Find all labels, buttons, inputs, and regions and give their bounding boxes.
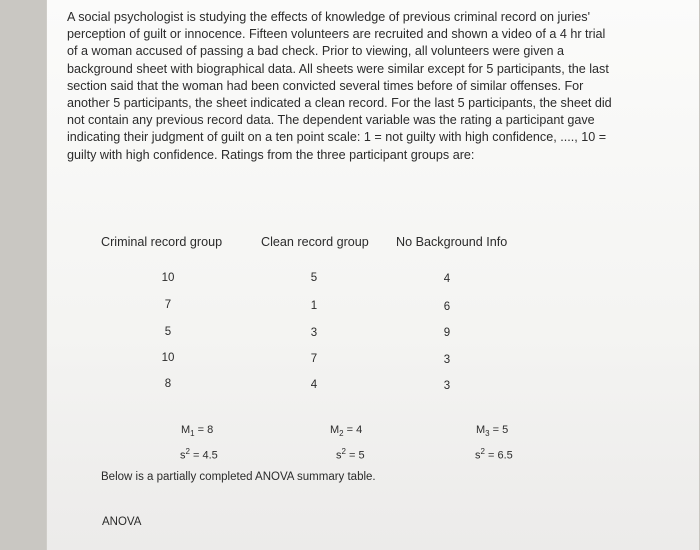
variance-group-3: $s^2 = 6.5$ — [475, 447, 513, 462]
paragraph-line: background sheet with biographical data. All sheets were similar except for 5 participants, the last — [67, 61, 609, 76]
data-cell: 3 — [310, 327, 318, 339]
mean-group-2: $M_2 = 4$ — [330, 424, 363, 439]
data-cell: 7 — [164, 299, 172, 311]
variance-group-2: $s^2 = 5$ — [336, 447, 365, 462]
data-cell: 10 — [161, 272, 175, 284]
data-cell: 9 — [443, 327, 451, 339]
data-cell: 4 — [443, 273, 451, 285]
header-criminal-record: Criminal record group — [101, 235, 223, 249]
data-cell: 8 — [164, 378, 172, 390]
problem-paragraph — [67, 9, 667, 164]
data-cell: 3 — [443, 354, 451, 366]
paragraph-line: not contain any previous record data. The dependent variable was the rating a participant gave — [67, 113, 595, 128]
paragraph-line: indicating their judgment of guilt on a ten point scale: 1 = not guilty with high confidence, ...., 10 = — [67, 130, 607, 145]
header-clean-record: Clean record group — [261, 235, 369, 249]
header-no-background: No Background Info — [396, 235, 508, 249]
paragraph-line: another 5 participants, the sheet indicated a clean record. For the last 5 participants, the sheet did — [67, 96, 612, 111]
data-cell: 6 — [443, 301, 451, 313]
data-cell: 7 — [310, 353, 318, 365]
data-cell: 3 — [443, 380, 451, 392]
paragraph-line: A social psychologist is studying the effects of knowledge of previous criminal record on juries' — [67, 10, 590, 24]
mean-group-1: $M_1 = 8$ — [181, 424, 214, 439]
variance-group-1: $s^2 = 4.5$ — [180, 447, 218, 462]
mean-group-3: $M_3 = 5$ — [476, 424, 509, 439]
paragraph-line: section said that the woman had been convicted several times before of similar offenses. For — [67, 78, 584, 93]
data-cell: 5 — [164, 326, 172, 338]
paragraph-line: perception of guilt or innocence. Fifteen volunteers are recruited and shown a video of a 4 hr trial — [67, 27, 606, 42]
paragraph-line: of a woman accused of passing a bad check. Prior to viewing, all volunteers were given a — [67, 44, 565, 59]
data-cell: 4 — [310, 379, 318, 391]
data-cell: 5 — [310, 272, 318, 284]
data-cell: 10 — [161, 352, 175, 364]
data-cell: 1 — [310, 300, 318, 312]
paragraph-line: guilty with high confidence. Ratings from the three participant groups are: — [67, 147, 475, 162]
anova-note: Below is a partially completed ANOVA summary table. — [101, 471, 376, 483]
anova-label: ANOVA — [102, 516, 142, 528]
document-page — [46, 0, 699, 550]
